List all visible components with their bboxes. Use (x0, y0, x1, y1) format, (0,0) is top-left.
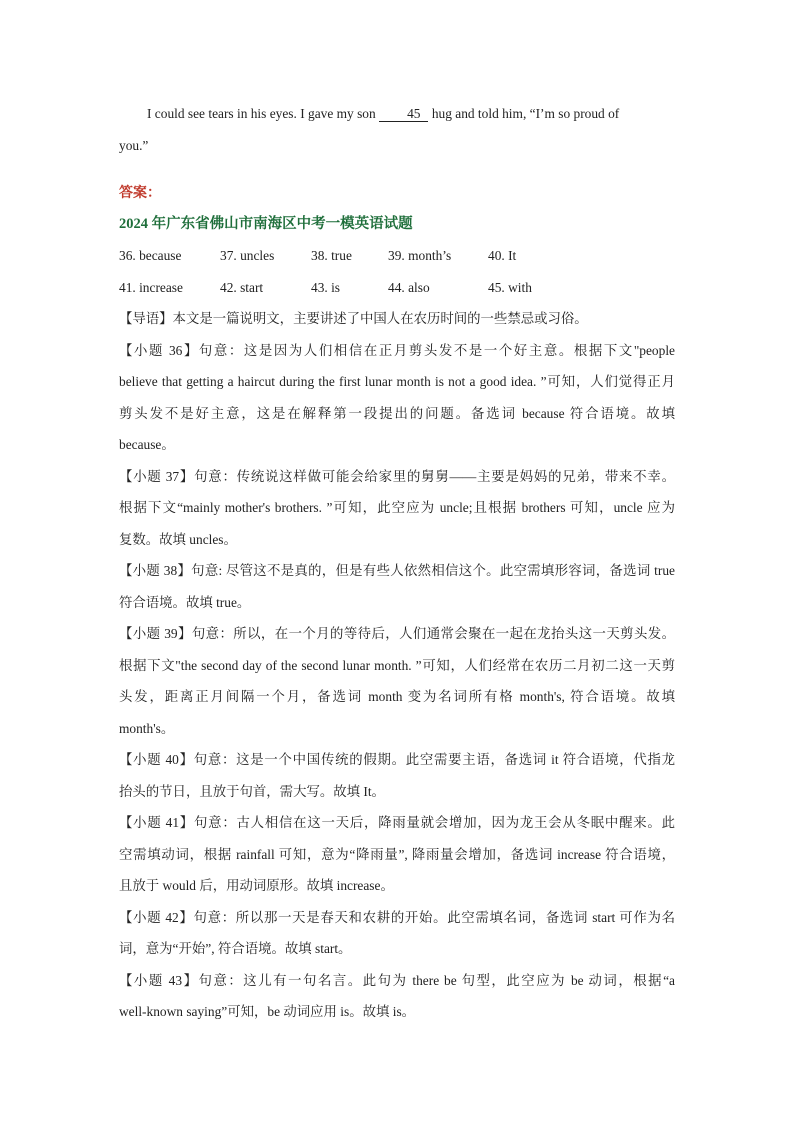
document-content (119, 98, 675, 1028)
explanation-line: 【小题 39】句意：所以，在一个月的等待后，人们通常会聚在一起在龙抬头这一天剪头发。 (119, 626, 675, 641)
answer-item: 44. also (388, 279, 430, 295)
explanation-line: 【小题 36】句意：这是因为人们相信在正月剪头发不是一个好主意。根据下文"people (119, 342, 675, 358)
explanation-line: because。 (119, 437, 175, 452)
answer-item: 41. increase (119, 279, 183, 295)
answer-item: 42. start (220, 279, 264, 295)
explanation-line: 词，意为“开始”, 符合语境。故填 start。 (119, 941, 352, 956)
explanation-line: 且放于 would 后，用动词原形。故填 increase。 (119, 878, 394, 893)
explanations (119, 303, 675, 1028)
answer-item: 45. with (488, 279, 532, 295)
explanation-paragraph (119, 618, 675, 744)
answer-item: 40. It (488, 248, 517, 263)
explanation-line: 【导语】本文是一篇说明文，主要讲述了中国人在农历时间的一些禁忌或习俗。 (119, 311, 588, 326)
explanation-paragraph (119, 902, 675, 965)
explanation-line: 【小题 41】句意：古人相信在这一天后，降雨量就会增加，因为龙王会从冬眠中醒来。此 (119, 815, 675, 830)
passage-line-1 (119, 98, 675, 130)
explanation-line: well-known saying”可知，be 动词应用 is。故填 is。 (119, 1004, 416, 1019)
explanation-line: 【小题 38】句意: 尽管这不是真的，但是有些人依然相信这个。此空需填形容词，备选词 true (119, 563, 675, 578)
explanation-line: 复数。故填 uncles。 (119, 531, 237, 547)
explanation-paragraph (119, 807, 675, 902)
explanation-paragraph (119, 555, 675, 618)
explanation-paragraph (119, 965, 675, 1028)
explanation-line: 剪头发不是好主意，这是在解释第一段提出的问题。备选词 because 符合语境。故填 (119, 405, 675, 421)
answer-item: 43. is (311, 279, 341, 295)
answer-label: 答案： (119, 185, 161, 201)
exam-title: 2024 年广东省佛山市南海区中考一模英语试题 (119, 216, 413, 232)
explanation-line: month's。 (119, 720, 175, 736)
explanation-paragraph (119, 335, 675, 461)
explanation-line: 【小题 43】句意：这儿有一句名言。此句为 there be 句型，此空应为 be 动词，根据“a (119, 972, 675, 988)
answer-item: 37. uncles (220, 248, 275, 263)
explanation-line: 抬头的节日，且放于句首，需大写。故填 It。 (119, 783, 385, 799)
passage-text-before-blank: I could see tears in his eyes. I gave my son (147, 106, 376, 121)
explanation-line: 符合语境。故填 true。 (119, 594, 251, 610)
explanation-paragraph (119, 461, 675, 556)
answer-item: 36. because (119, 248, 182, 263)
explanation-line: 【小题 37】句意：传统说这样做可能会给家里的舅舅——主要是妈妈的兄弟，带来不幸。 (119, 468, 675, 484)
explanation-line: 空需填动词，根据 rainfall 可知，意为“降雨量”, 降雨量会增加，备选词 increase 符合语境， (119, 846, 675, 862)
answer-item: 38. true (311, 248, 352, 263)
explanation-line: 【小题 42】句意：所以那一天是春天和农耕的开始。此空需填名词，备选词 start 可作为名 (119, 909, 675, 925)
explanation-paragraph (119, 303, 675, 335)
explanation-line: 头发，距离正月间隔一个月，备选词 month 变为名词所有格 month's, 符合语境。故填 (119, 689, 675, 704)
answers-row-2 (119, 272, 675, 304)
explanation-line: believe that getting a haircut during the first lunar month is not a good idea. ”可知，人们觉得正月 (119, 374, 675, 389)
answer-item: 39. month’s (388, 248, 452, 263)
passage-line-2: you.” (119, 137, 149, 153)
passage-text-after-blank: hug and told him, “I’m so proud of (431, 106, 620, 121)
explanation-line: 根据下文“mainly mother's brothers. ”可知，此空应为 uncle;且根据 brothers 可知，uncle 应为 (119, 500, 675, 515)
explanation-paragraph (119, 744, 675, 807)
blank-45 (379, 107, 428, 122)
blank-number: 45 (407, 106, 421, 121)
answers-row-1 (119, 240, 675, 272)
explanation-line: 【小题 40】句意：这是一个中国传统的假期。此空需要主语，备选词 it 符合语境，代指龙 (119, 752, 675, 767)
explanation-line: 根据下文"the second day of the second lunar month. ”可知，人们经常在农历二月初二这一天剪 (119, 657, 675, 673)
